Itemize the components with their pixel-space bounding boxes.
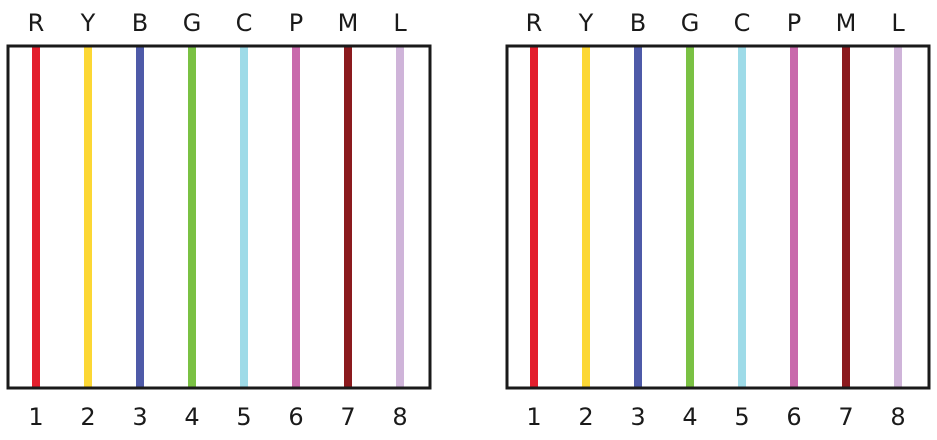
left-bottom-label-6: 6	[288, 403, 304, 431]
left-top-label-3: B	[131, 9, 149, 37]
left-bottom-label-3: 3	[132, 403, 148, 431]
right-bottom-label-5: 5	[734, 403, 750, 431]
left-bottom-label-7: 7	[340, 403, 356, 431]
left-wire-7	[344, 48, 352, 387]
left-wire-2	[84, 48, 92, 387]
left-wire-3	[136, 48, 144, 387]
left-top-label-6: P	[288, 9, 304, 37]
left-bottom-label-8: 8	[392, 403, 408, 431]
right-wire-2	[582, 48, 590, 387]
right-wire-1	[530, 48, 538, 387]
right-wire-8	[894, 48, 902, 387]
right-wire-7	[842, 48, 850, 387]
right-bottom-label-7: 7	[838, 403, 854, 431]
left-top-label-5: C	[235, 9, 253, 37]
right-wire-4	[686, 48, 694, 387]
left-wire-6	[292, 48, 300, 387]
right-bottom-label-1: 1	[526, 403, 542, 431]
left-top-label-8: L	[393, 9, 407, 37]
left-wire-5	[240, 48, 248, 387]
left-bottom-label-5: 5	[236, 403, 252, 431]
left-panel-frame	[8, 46, 430, 388]
right-top-label-2: Y	[578, 9, 594, 37]
left-top-label-2: Y	[80, 9, 96, 37]
left-wire-1	[32, 48, 40, 387]
right-panel	[507, 9, 929, 431]
right-top-label-5: C	[733, 9, 751, 37]
left-bottom-label-4: 4	[184, 403, 200, 431]
left-top-label-4: G	[182, 9, 202, 37]
right-wire-3	[634, 48, 642, 387]
right-wire-6	[790, 48, 798, 387]
right-top-label-8: L	[891, 9, 905, 37]
right-top-label-1: R	[525, 9, 543, 37]
right-bottom-label-6: 6	[786, 403, 802, 431]
left-bottom-label-1: 1	[28, 403, 44, 431]
right-bottom-label-2: 2	[578, 403, 594, 431]
right-bottom-label-8: 8	[890, 403, 906, 431]
left-wire-8	[396, 48, 404, 387]
left-panel	[8, 9, 430, 431]
right-panel-frame	[507, 46, 929, 388]
right-top-label-7: M	[835, 9, 857, 37]
left-bottom-label-2: 2	[80, 403, 96, 431]
right-wire-5	[738, 48, 746, 387]
right-bottom-label-4: 4	[682, 403, 698, 431]
right-top-label-4: G	[680, 9, 700, 37]
left-top-label-1: R	[27, 9, 45, 37]
right-top-label-3: B	[629, 9, 647, 37]
left-wire-4	[188, 48, 196, 387]
right-bottom-label-3: 3	[630, 403, 646, 431]
left-top-label-7: M	[337, 9, 359, 37]
right-top-label-6: P	[786, 9, 802, 37]
